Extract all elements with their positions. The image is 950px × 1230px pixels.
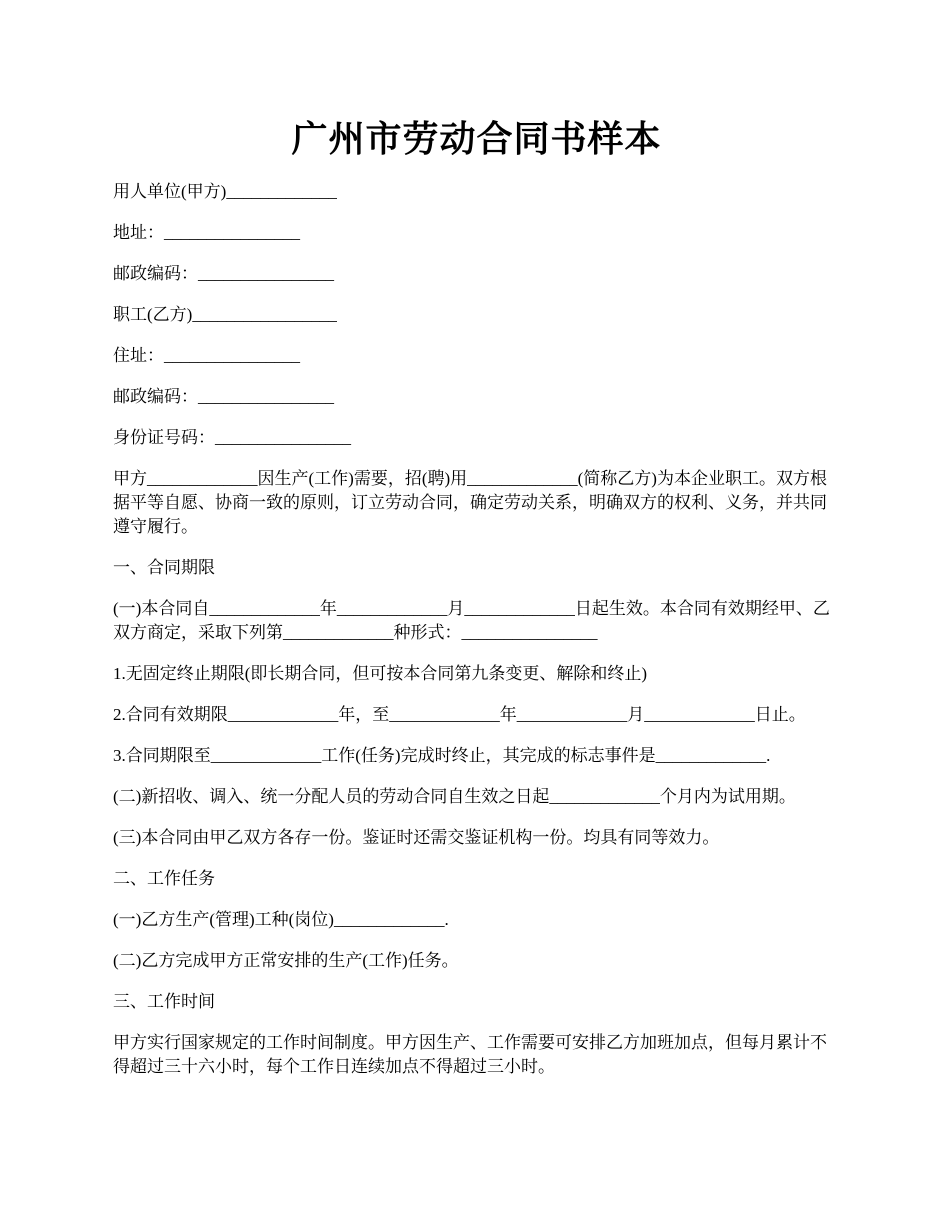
clause-effective-date: (一)本合同自_____________年_____________月_____________日起生效。本合同有效期经甲、乙双方商定，采取下列第_____________种形式：________________: [113, 599, 830, 642]
clause-probation: (二)新招收、调入、统一分配人员的劳动合同自生效之日起_____________个月内为试用期。: [113, 787, 796, 806]
section-heading-contract-term: 一、合同期限: [113, 558, 215, 577]
document-body: [113, 180, 840, 1079]
section-heading-working-hours: 三、工作时间: [113, 992, 215, 1011]
preamble-paragraph: 甲方_____________因生产(工作)需要，招(聘)用_____________(简称乙方)为本企业职工。双方根据平等自愿、协商一致的原则，订立劳动合同，确定劳动关系，明确双方的权利、义务，并共同遵守履行。: [113, 469, 827, 536]
employer-field: 用人单位(甲方)_____________: [113, 182, 337, 201]
clause-job-position: (一)乙方生产(管理)工种(岗位)_____________.: [113, 910, 449, 929]
document-title: 广州市劳动合同书样本: [291, 119, 662, 159]
section-heading-work-tasks: 二、工作任务: [113, 869, 215, 888]
employer-postcode-field: 邮政编码：________________: [113, 264, 334, 283]
clause-copies: (三)本合同由甲乙双方各存一份。鉴证时还需交鉴证机构一份。均具有同等效力。: [113, 828, 720, 847]
employee-postcode-field: 邮政编码：________________: [113, 387, 334, 406]
clause-task-completion: (二)乙方完成甲方正常安排的生产(工作)任务。: [113, 951, 459, 970]
employee-address-field: 住址：________________: [113, 346, 300, 365]
employer-address-field: 地址：________________: [113, 223, 300, 242]
clause-term-option-1: 1.无固定终止期限(即长期合同，但可按本合同第九条变更、解除和终止): [113, 664, 648, 683]
id-number-field: 身份证号码：________________: [113, 428, 351, 447]
clause-term-option-2: 2.合同有效期限_____________年，至_____________年_____________月_____________日止。: [113, 705, 806, 724]
employee-field: 职工(乙方)_________________: [113, 305, 337, 324]
document-page: [113, 0, 840, 1096]
clause-term-option-3: 3.合同期限至_____________工作(任务)完成时终止，其完成的标志事件是_____________.: [113, 746, 771, 765]
clause-working-hours: 甲方实行国家规定的工作时间制度。甲方因生产、工作需要可安排乙方加班加点，但每月累计不得超过三十六小时，每个工作日连续加点不得超过三小时。: [113, 1033, 827, 1076]
